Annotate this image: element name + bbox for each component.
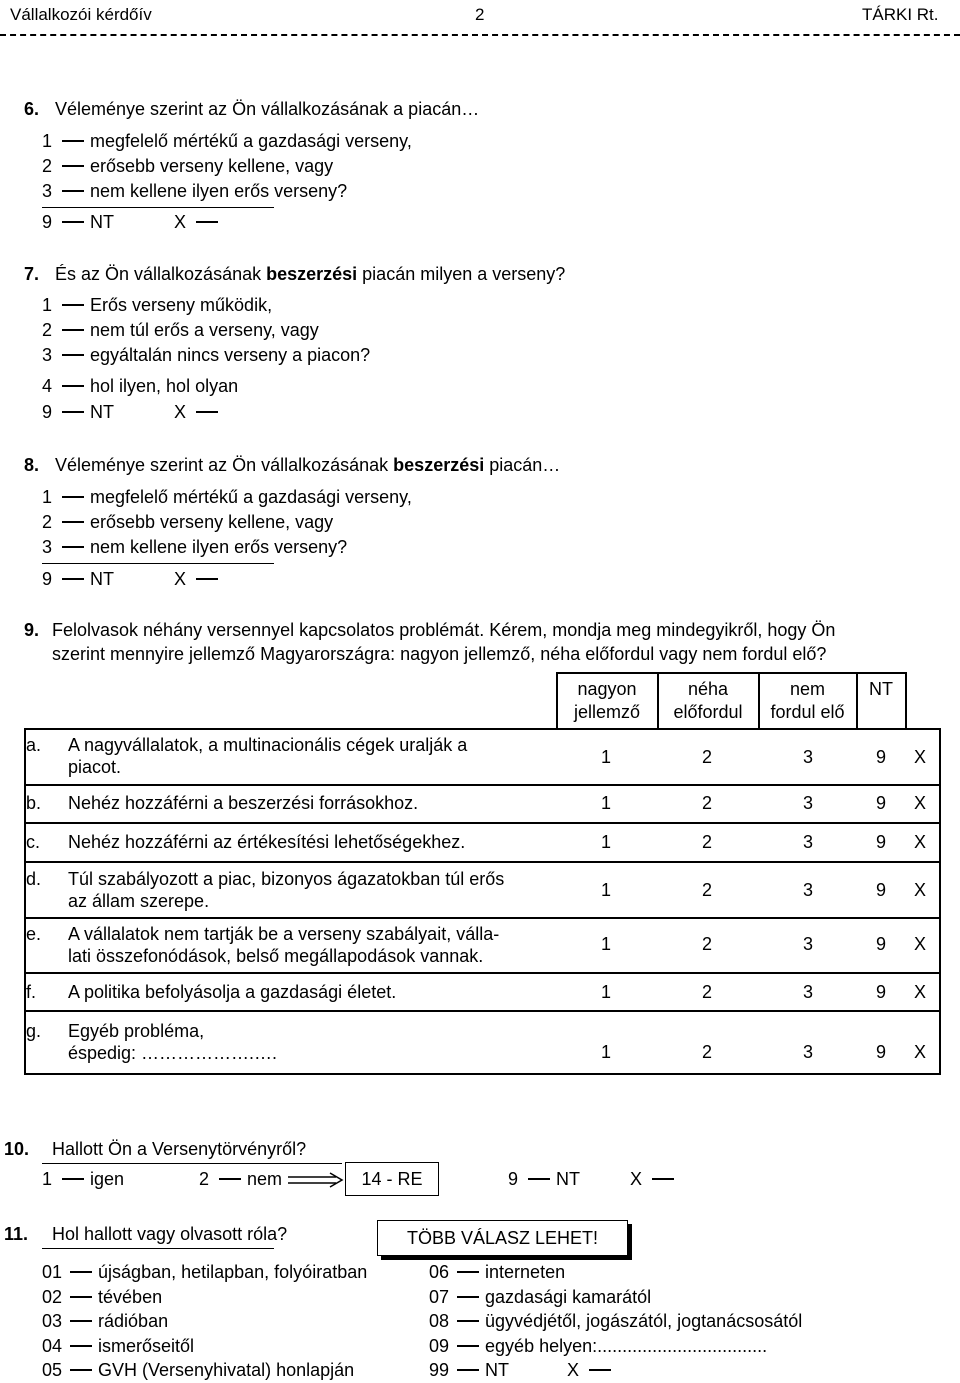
q7-option-nt[interactable]: 9 NT X bbox=[42, 401, 224, 423]
q6-option-2[interactable]: 2 erősebb verseny kellene, vagy bbox=[42, 156, 334, 176]
q6-number: 6. bbox=[24, 99, 40, 119]
q9-row-b-code-3[interactable]: 3 bbox=[802, 793, 813, 813]
q9-row-c-code-1[interactable]: 1 bbox=[600, 832, 611, 852]
q11-option-07[interactable]: 07 gazdasági kamarától bbox=[429, 1287, 652, 1307]
q9-row-e-label: e. A vállalatok nem tartják be a verseny szabályait, válla- lati összefonódások, belső megállapodások vannak. bbox=[26, 924, 500, 966]
q9-row-g-code-1[interactable]: 1 bbox=[600, 1042, 611, 1062]
q9-row-g-code-x[interactable]: X bbox=[913, 1042, 926, 1062]
q11-option-04[interactable]: 04 ismerőseitől bbox=[42, 1336, 195, 1356]
q8-number: 8. bbox=[24, 455, 40, 475]
q9-table-border bbox=[905, 672, 907, 728]
q9-table-border bbox=[939, 728, 941, 1075]
q11-option-02[interactable]: 02 tévében bbox=[42, 1287, 163, 1307]
q9-table-border bbox=[24, 822, 941, 824]
q9-row-d-code-1[interactable]: 1 bbox=[600, 880, 611, 900]
q9-row-d-code-3[interactable]: 3 bbox=[802, 880, 813, 900]
q9-row-e-code-3[interactable]: 3 bbox=[802, 934, 813, 954]
q8-separator bbox=[42, 563, 274, 564]
q6-question: Véleménye szerint az Ön vállalkozásának a piacán… bbox=[55, 99, 480, 119]
q9-table-border bbox=[24, 1073, 941, 1075]
q11-option-99[interactable]: 99 NT X bbox=[429, 1359, 617, 1381]
header-rule bbox=[0, 34, 960, 36]
q9-row-e-code-1[interactable]: 1 bbox=[600, 934, 611, 954]
q9-question-line1: Felolvasok néhány versennyel kapcsolatos problémát. Kérem, mondja meg mindegyikről, hogy Ön bbox=[52, 620, 836, 640]
q9-col-header: nagyon jellemző bbox=[573, 679, 641, 722]
q9-col-header: nem fordul elő bbox=[770, 679, 845, 722]
q6-option-1[interactable]: 1 megfelelő mértékű a gazdasági verseny, bbox=[42, 131, 412, 151]
q8-option-nt[interactable]: 9 NT X bbox=[42, 568, 224, 590]
q7-question: És az Ön vállalkozásának beszerzési piacán milyen a verseny? bbox=[55, 264, 566, 284]
q10-option-nt[interactable]: 9 NT X bbox=[508, 1168, 680, 1190]
q9-row-g-label: g. Egyéb probléma, éspedig: ……………….…. bbox=[26, 1021, 278, 1063]
q9-row-b-label: b. Nehéz hozzáférni a beszerzési forrásokhoz. bbox=[26, 793, 419, 813]
q9-row-d-code-x[interactable]: X bbox=[913, 880, 926, 900]
q7-option-4[interactable]: 4 hol ilyen, hol olyan bbox=[42, 376, 239, 396]
q8-question: Véleménye szerint az Ön vállalkozásának beszerzési piacán… bbox=[55, 455, 561, 475]
q9-table-border bbox=[24, 784, 941, 786]
q6-option-3[interactable]: 3 nem kellene ilyen erős verseny? bbox=[42, 181, 348, 201]
q9-row-c-code-9[interactable]: 9 bbox=[875, 832, 886, 852]
q11-option-09[interactable]: 09 egyéb helyen:.................................. bbox=[429, 1336, 768, 1356]
q10-option-yes[interactable]: 1 igen bbox=[42, 1169, 125, 1189]
q10-number: 10. bbox=[4, 1139, 30, 1159]
q11-number: 11. bbox=[4, 1224, 29, 1244]
q9-row-f-code-9[interactable]: 9 bbox=[875, 982, 886, 1002]
q11-separator bbox=[42, 1248, 274, 1249]
q9-col-header: NT bbox=[869, 679, 893, 699]
q9-row-f-code-x[interactable]: X bbox=[913, 982, 926, 1002]
q10-question: Hallott Ön a Versenytörvényről? bbox=[52, 1139, 307, 1159]
page-number: 2 bbox=[475, 5, 485, 24]
q11-question: Hol hallott vagy olvasott róla? bbox=[52, 1224, 288, 1244]
q9-table-border bbox=[24, 1010, 941, 1012]
q9-row-b-code-1[interactable]: 1 bbox=[600, 793, 611, 813]
q9-row-c-code-2[interactable]: 2 bbox=[701, 832, 712, 852]
q9-table-border bbox=[24, 861, 941, 863]
q11-option-08[interactable]: 08 ügyvédjétől, jogászától, jogtanácsosától bbox=[429, 1311, 803, 1331]
q11-option-05[interactable]: 05 GVH (Versenyhivatal) honlapján bbox=[42, 1360, 355, 1380]
q9-row-e-code-2[interactable]: 2 bbox=[701, 934, 712, 954]
q9-row-d-code-9[interactable]: 9 bbox=[875, 880, 886, 900]
q9-table-border bbox=[556, 672, 907, 674]
q9-table-border bbox=[24, 972, 941, 974]
q7-option-2[interactable]: 2 nem túl erős a verseny, vagy bbox=[42, 320, 319, 340]
q9-row-g-code-3[interactable]: 3 bbox=[802, 1042, 813, 1062]
q11-note-box: TÖBB VÁLASZ LEHET! bbox=[377, 1220, 628, 1256]
header-left: Vállalkozói kérdőív bbox=[10, 5, 152, 24]
q9-question-line2: szerint mennyire jellemző Magyarországra: nagyon jellemző, néha előfordul vagy nem fordul elő? bbox=[52, 644, 827, 664]
q9-row-g-code-2[interactable]: 2 bbox=[701, 1042, 712, 1062]
q9-row-a-code-9[interactable]: 9 bbox=[875, 747, 886, 767]
skip-arrow-icon bbox=[288, 1171, 344, 1189]
q9-number: 9. bbox=[24, 620, 40, 640]
q6-separator bbox=[42, 207, 274, 208]
q10-separator bbox=[42, 1163, 342, 1164]
q11-option-01[interactable]: 01 újságban, hetilapban, folyóiratban bbox=[42, 1262, 368, 1282]
q9-row-d-label: d. Túl szabályozott a piac, bizonyos ágazatokban túl erős az állam szerepe. bbox=[26, 869, 505, 911]
q9-row-a-label: a. A nagyvállalatok, a multinacionális cégek uralják a piacot. bbox=[26, 735, 468, 777]
q9-row-b-code-x[interactable]: X bbox=[913, 793, 926, 813]
q11-option-03[interactable]: 03 rádióban bbox=[42, 1311, 169, 1331]
q9-row-c-code-3[interactable]: 3 bbox=[802, 832, 813, 852]
q9-col-header: néha előfordul bbox=[673, 679, 743, 722]
q9-row-f-code-2[interactable]: 2 bbox=[701, 982, 712, 1002]
q9-row-a-code-2[interactable]: 2 bbox=[701, 747, 712, 767]
q10-skip-box: 14 - RE bbox=[345, 1162, 439, 1196]
q9-table-border bbox=[24, 728, 941, 730]
q9-row-f-code-3[interactable]: 3 bbox=[802, 982, 813, 1002]
q9-row-e-code-9[interactable]: 9 bbox=[875, 934, 886, 954]
q7-option-3[interactable]: 3 egyáltalán nincs verseny a piacon? bbox=[42, 345, 371, 365]
q9-row-g-code-9[interactable]: 9 bbox=[875, 1042, 886, 1062]
q9-row-a-code-3[interactable]: 3 bbox=[802, 747, 813, 767]
q8-option-1[interactable]: 1 megfelelő mértékű a gazdasági verseny, bbox=[42, 487, 412, 507]
q10-option-no[interactable]: 2 nem bbox=[199, 1169, 283, 1189]
q6-option-nt[interactable]: 9 NT X bbox=[42, 211, 224, 233]
q8-option-3[interactable]: 3 nem kellene ilyen erős verseny? bbox=[42, 537, 348, 557]
q9-row-c-code-x[interactable]: X bbox=[913, 832, 926, 852]
q9-row-e-code-x[interactable]: X bbox=[913, 934, 926, 954]
q7-option-1[interactable]: 1 Erős verseny működik, bbox=[42, 295, 273, 315]
q9-row-a-code-1[interactable]: 1 bbox=[600, 747, 611, 767]
q9-row-c-label: c. Nehéz hozzáférni az értékesítési lehetőségekhez. bbox=[26, 832, 466, 852]
q7-number: 7. bbox=[24, 264, 40, 284]
q11-option-06[interactable]: 06 interneten bbox=[429, 1262, 566, 1282]
q9-row-f-code-1[interactable]: 1 bbox=[600, 982, 611, 1002]
q9-row-b-code-9[interactable]: 9 bbox=[875, 793, 886, 813]
q9-table-border bbox=[24, 917, 941, 919]
q9-row-b-code-2[interactable]: 2 bbox=[701, 793, 712, 813]
q8-option-2[interactable]: 2 erősebb verseny kellene, vagy bbox=[42, 512, 334, 532]
q9-row-d-code-2[interactable]: 2 bbox=[701, 880, 712, 900]
q9-row-a-code-x[interactable]: X bbox=[913, 747, 926, 767]
header-right: TÁRKI Rt. bbox=[862, 5, 939, 24]
q9-row-f-label: f. A politika befolyásolja a gazdasági életet. bbox=[26, 982, 397, 1002]
